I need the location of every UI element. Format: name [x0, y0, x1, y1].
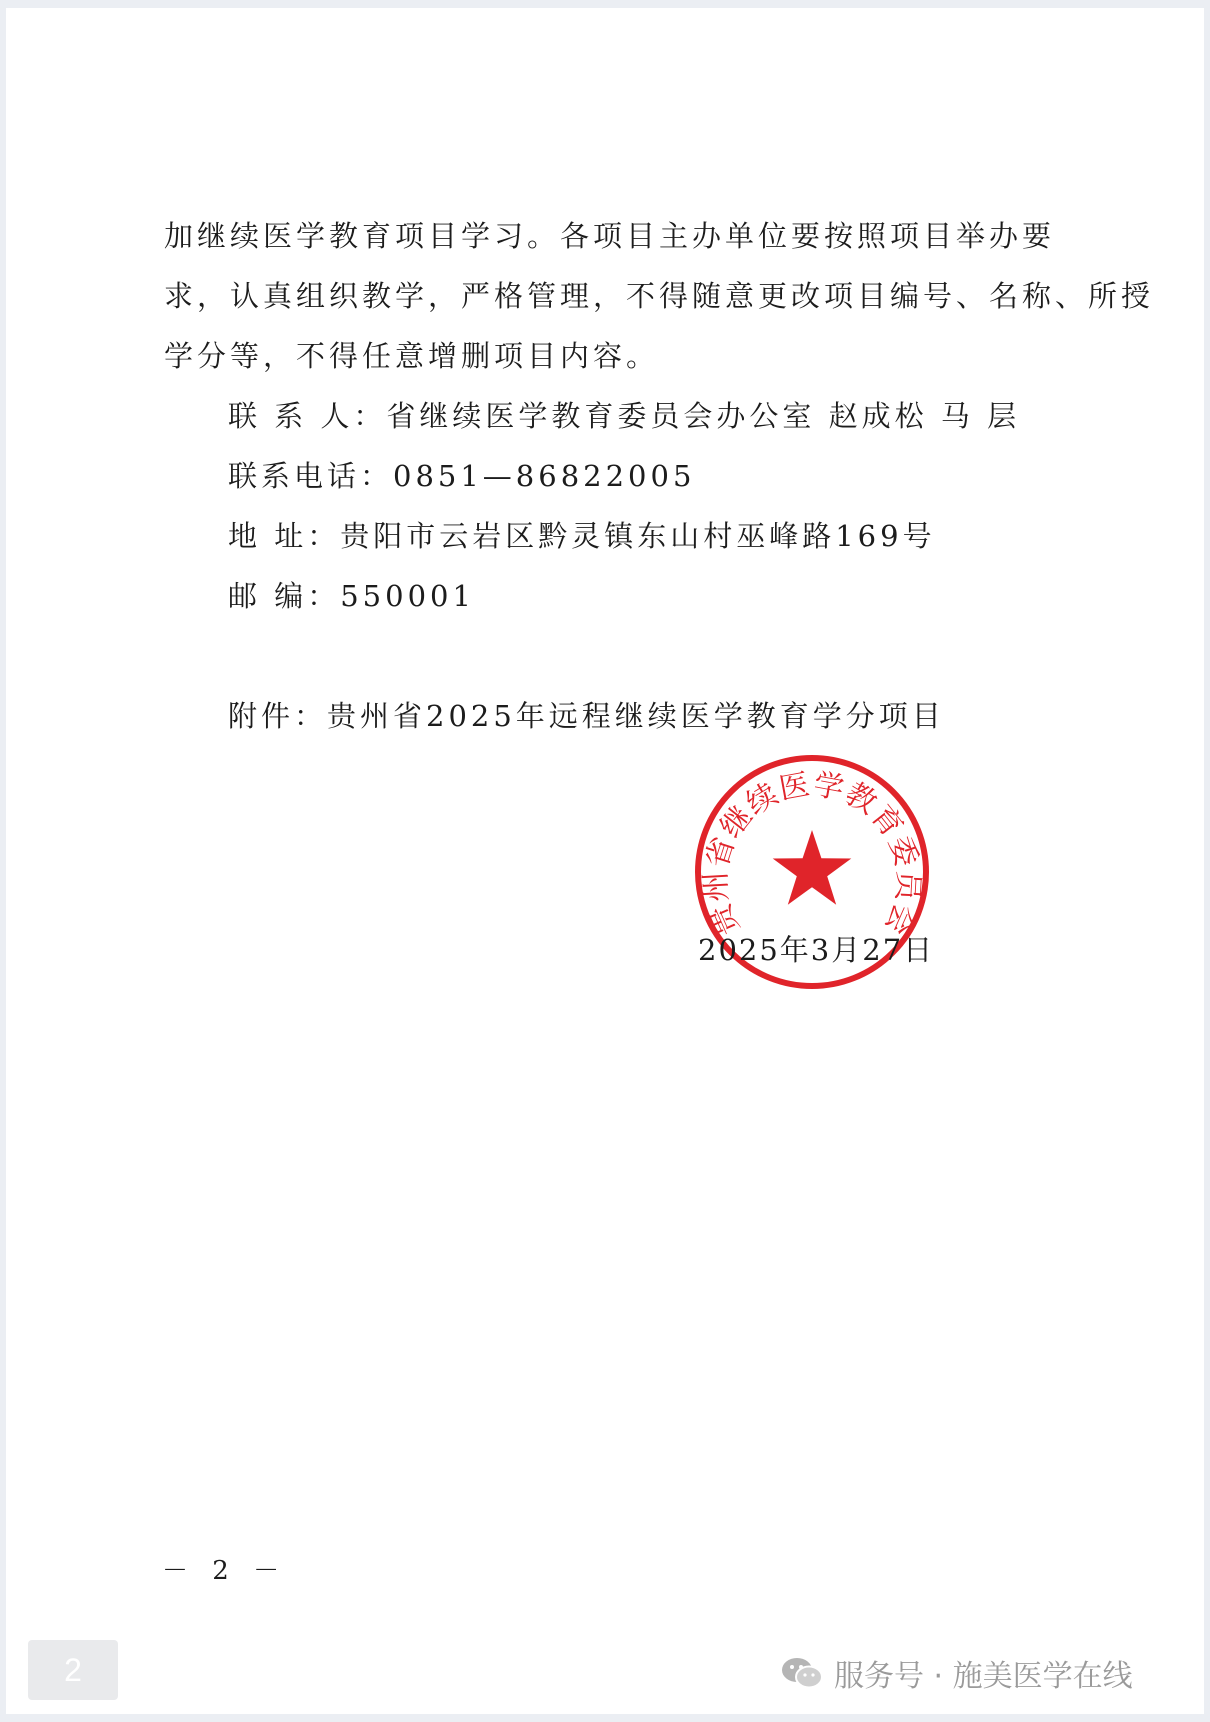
- account-watermark: [780, 1648, 1133, 1698]
- svg-text:贵州省继续医学教育委员会: 贵州省继续医学教育委员会: [698, 767, 926, 941]
- paragraph-line-2: 求，认真组织教学，严格管理，不得随意更改项目编号、名称、所授: [164, 279, 1155, 313]
- wechat-icon: [780, 1655, 824, 1691]
- attachment-line: 附件：贵州省2025年远程继续医学教育学分项目: [228, 699, 945, 733]
- contact-address: 地 址：贵阳市云岩区黔灵镇东山村巫峰路169号: [228, 519, 936, 553]
- page-number: － 2 －: [162, 1556, 288, 1586]
- page-badge[interactable]: 2: [28, 1640, 118, 1700]
- contact-person: 联 系 人：省继续医学教育委员会办公室 赵成松 马 层: [228, 399, 1021, 433]
- issue-date: 2025年3月27日: [698, 933, 935, 967]
- seal-star-icon: [773, 830, 852, 905]
- watermark-text: 服务号 · 施美医学在线: [834, 1659, 1133, 1694]
- paragraph-line-1: 加继续医学教育项目学习。各项目主办单位要按照项目举办要: [164, 219, 1056, 253]
- contact-postcode: 邮 编：550001: [228, 579, 475, 613]
- document-body: [164, 206, 1155, 626]
- contact-phone: 联系电话：0851—86822005: [228, 459, 696, 493]
- paragraph-line-3: 学分等，不得任意增删项目内容。: [164, 339, 660, 373]
